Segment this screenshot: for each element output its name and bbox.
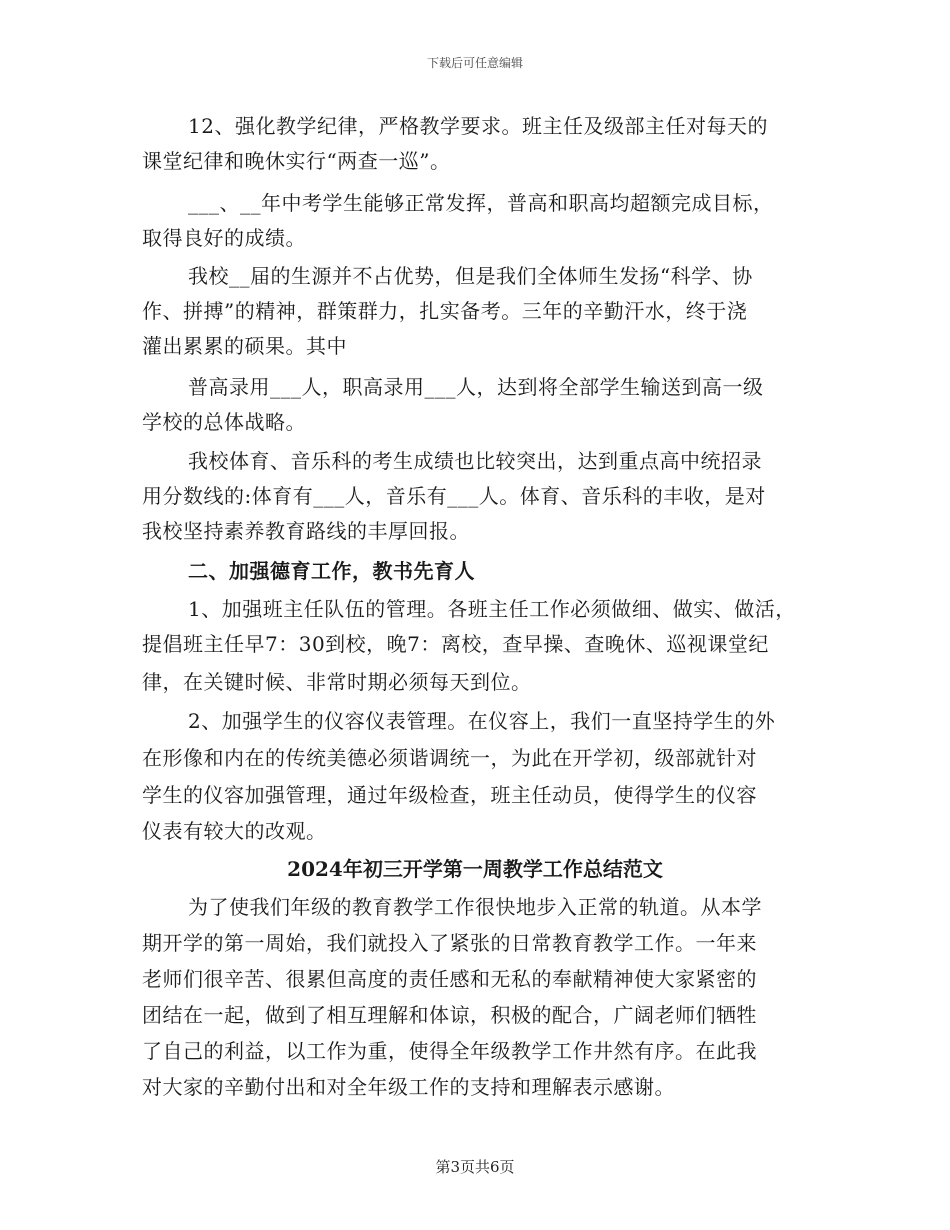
document-title: 2024年初三开学第一周教学工作总结范文	[287, 857, 663, 881]
paragraph-line: 我校__届的生源并不占优势，但是我们全体师生发扬“科学、协	[188, 264, 753, 288]
paragraph-line: 团结在一起，做到了相互理解和体谅，积极的配合，广阔老师们牺牲	[142, 1003, 757, 1027]
paragraph-line: 提倡班主任早7：30到校，晚7：离校，查早操、查晚休、巡视课堂纪	[142, 632, 769, 656]
paragraph-line: 在形像和内在的传统美德必须谐调统一，为此在开学初，级部就针对	[142, 746, 757, 770]
page-header: 下载后可任意编辑	[426, 56, 523, 70]
page-footer: 第3页共6页	[435, 1158, 515, 1176]
paragraph-line: 学生的仪容加强管理，通过年级检查，班主任动员，使得学生的仪容	[142, 783, 757, 807]
paragraph-line: 普高录用___人，职高录用___人，达到将全部学生输送到高一级	[188, 375, 764, 399]
paragraph-line: 对大家的辛勤付出和对全年级工作的支持和理解表示感谢。	[142, 1075, 675, 1099]
paragraph-line: 期开学的第一周始，我们就投入了紧张的日常教育教学工作。一年来	[142, 931, 757, 955]
paragraph-line: 了自己的利益，以工作为重，使得全年级教学工作井然有序。在此我	[142, 1039, 757, 1063]
paragraph-line: 1、加强班主任队伍的管理。各班主任工作必须做细、做实、做活，	[188, 597, 796, 621]
paragraph-line: 灌出累累的硕果。其中	[142, 334, 347, 358]
paragraph-line: 作、拼搏”的精神，群策群力，扎实备考。三年的辛勤汗水，终于浇	[142, 299, 748, 323]
paragraph-line: 学校的总体战略。	[142, 410, 306, 434]
paragraph-line: 12、强化教学纪律，严格教学要求。班主任及级部主任对每天的	[188, 114, 768, 138]
paragraph-line: 我校坚持素养教育路线的丰厚回报。	[142, 519, 470, 543]
paragraph-line: 仪表有较大的改观。	[142, 819, 327, 843]
paragraph-line: 律，在关键时候、非常时期必须每天到位。	[142, 670, 532, 694]
paragraph-line: 取得良好的成绩。	[142, 226, 306, 250]
section-heading: 二、加强德育工作，教书先育人	[188, 559, 475, 583]
paragraph-line: ___、__年中考学生能够正常发挥，普高和职高均超额完成目标，	[188, 191, 774, 215]
paragraph-line: 我校体育、音乐科的考生成绩也比较突出，达到重点高中统招录	[188, 449, 762, 473]
paragraph-line: 为了使我们年级的教育教学工作很快地步入正常的轨道。从本学	[188, 895, 762, 919]
paragraph-line: 用分数线的:体育有___人，音乐有___人。体育、音乐科的丰收，是对	[142, 484, 766, 508]
paragraph-line: 课堂纪律和晚休实行“两查一巡”。	[142, 149, 451, 173]
paragraph-line: 2、加强学生的仪容仪表管理。在仪容上，我们一直坚持学生的外	[188, 709, 776, 733]
paragraph-line: 老师们很辛苦、很累但高度的责任感和无私的奉献精神使大家紧密的	[142, 967, 757, 991]
